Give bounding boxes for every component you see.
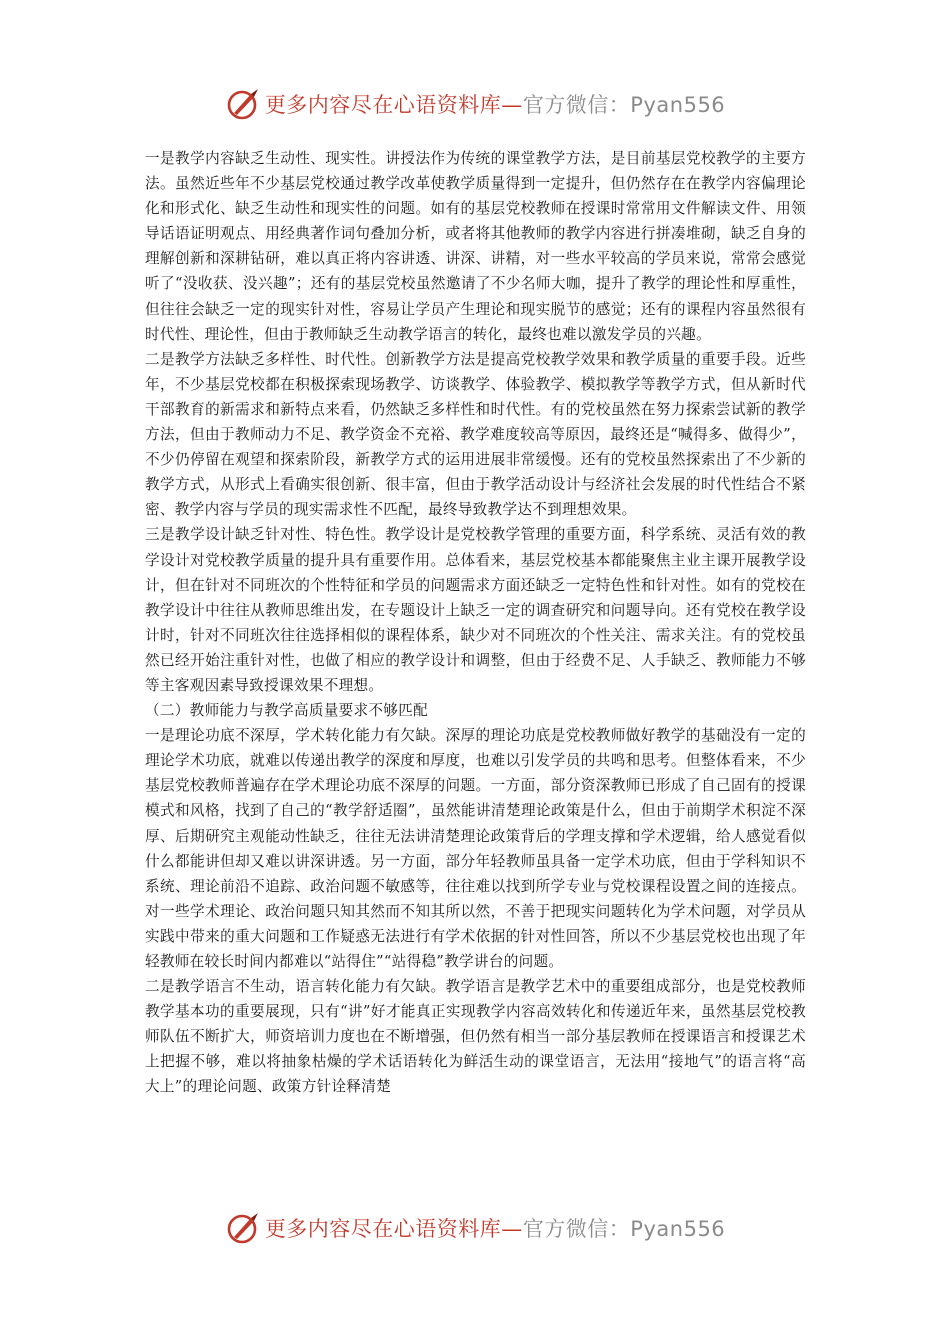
paragraph-theory-foundation: 一是理论功底不深厚，学术转化能力有欠缺。深厚的理论功底是党校教师做好教学的基础没有一定的理论学术功底，就难以传递出教学的深度和厚度，也难以引发学员的共鸣和思考。但整体看来，不少基层党校教师普遍存在学术理论功底不深厚的问题。一方面，部分资深教师已形成了自己固有的授课模式和风格，找到了自己的“教学舒适圈”，虽然能讲清楚理论政策是什么，但由于前期学术积淀不深厚、后期研究主观能动性缺乏，往往无法讲清楚理论政策背后的学理支撑和学术逻辑，给人感觉看似什么都能讲但却又难以讲深讲透。另一方面，部分年轻教师虽具备一定学术功底，但由于学科知识不系统、理论前沿不追踪、政治问题不敏感等，往往难以找到所学专业与党校课程设置之间的连接点。对一些学术理论、政治问题只知其然而不知其所以然，不善于把现实问题转化为学术问题，对学员从实践中带来的重大问题和工作疑惑无法进行有学术依据的针对性回答，所以不少基层党校也出现了年轻教师在较长时间内都难以“站得住”“站得稳”教学讲台的问题。 [145, 727, 806, 970]
banner-text [265, 89, 725, 119]
footer-banner [0, 1208, 950, 1248]
paragraph-teaching-language: 二是教学语言不生动，语言转化能力有欠缺。教学语言是教学艺术中的重要组成部分，也是党校教师教学基本功的重要展现，只有“讲”好才能真正实现教学内容高效转化和传递近年来，虽然基层党校教师队伍不断扩大，师资培训力度也在不断增强，但仍然有相当一部分基层教师在授课语言和授课艺术上把握不够，难以将抽象枯燥的学术话语转化为鲜活生动的课堂语言，无法用“接地气”的语言将“高大上”的理论问题、政策方针诠释清楚 [145, 978, 806, 1096]
paragraph-teaching-design: 三是教学设计缺乏针对性、特色性。教学设计是党校教学管理的重要方面，科学系统、灵活有效的教学设计对党校教学质量的提升具有重要作用。总体看来，基层党校基本都能聚焦主业主课开展教学设计，但在针对不同班次的个性特征和学员的问题需求方面还缺乏一定特色性和针对性。如有的党校在教学设计中往往从教师思维出发，在专题设计上缺乏一定的调查研究和问题导向。还有党校在教学设计时，针对不同班次往往选择相似的课程体系，缺少对不同班次的个性关注、需求关注。有的党校虽然已经开始注重针对性，也做了相应的教学设计和调整，但由于经费不足、人手缺乏、教师能力不够等主客观因素导致授课效果不理想。 [145, 526, 806, 694]
quill-logo-icon [225, 86, 261, 122]
section-heading: （二）教师能力与教学高质量要求不够匹配 [145, 702, 428, 720]
paragraph-teaching-content: 一是教学内容缺乏生动性、现实性。讲授法作为传统的课堂教学方法，是目前基层党校教学的主要方法。虽然近些年不少基层党校通过教学改革使教学质量得到一定提升，但仍然存在在教学内容偏理论化和形式化、缺乏生动性和现实性的问题。如有的基层党校教师在授课时常常用文件解读文件、用领导话语证明观点、用经典著作词句叠加分析，或者将其他教师的教学内容进行拼凑堆砌，缺乏自身的理解创新和深耕钻研，难以真正将内容讲透、讲深、讲精，对一些水平较高的学员来说，常常会感觉听了“没收获、没兴趣”；还有的基层党校虽然邀请了不少名师大咖，提升了教学的理论性和厚重性，但往往会缺乏一定的现实针对性，容易让学员产生理论和现实脱节的感觉；还有的课程内容虽然很有时代性、理论性，但由于教师缺乏生动教学语言的转化，最终也难以激发学员的兴趣。 [145, 150, 806, 343]
banner-wechat: 官方微信：Pyan556 [522, 93, 726, 117]
document-body [145, 146, 806, 1100]
header-banner [0, 84, 950, 124]
banner-wechat: 官方微信：Pyan556 [522, 1217, 726, 1241]
banner-text [265, 1213, 725, 1243]
paragraph-teaching-method: 二是教学方法缺乏多样性、时代性。创新教学方法是提高党校教学效果和教学质量的重要手段。近些年，不少基层党校都在积极探索现场教学、访谈教学、体验教学、模拟教学等教学方式，但从新时代干部教育的新需求和新特点来看，仍然缺乏多样性和时代性。有的党校虽然在努力探索尝试新的教学方法，但由于教师动力不足、教学资金不充裕、教学难度较高等原因，最终还是“喊得多、做得少”，不少仍停留在观望和探索阶段，新教学方式的运用进展非常缓慢。还有的党校虽然探索出了不少新的教学方式，从形式上看确实很创新、很丰富，但由于教学活动设计与经济社会发展的时代性结合不紧密、教学内容与学员的现实需求性不匹配，最终导致教学达不到理想效果。 [145, 350, 806, 519]
banner-title: 更多内容尽在心语资料库— [264, 93, 523, 117]
quill-logo-icon [225, 1210, 261, 1246]
banner-title: 更多内容尽在心语资料库— [264, 1217, 523, 1241]
